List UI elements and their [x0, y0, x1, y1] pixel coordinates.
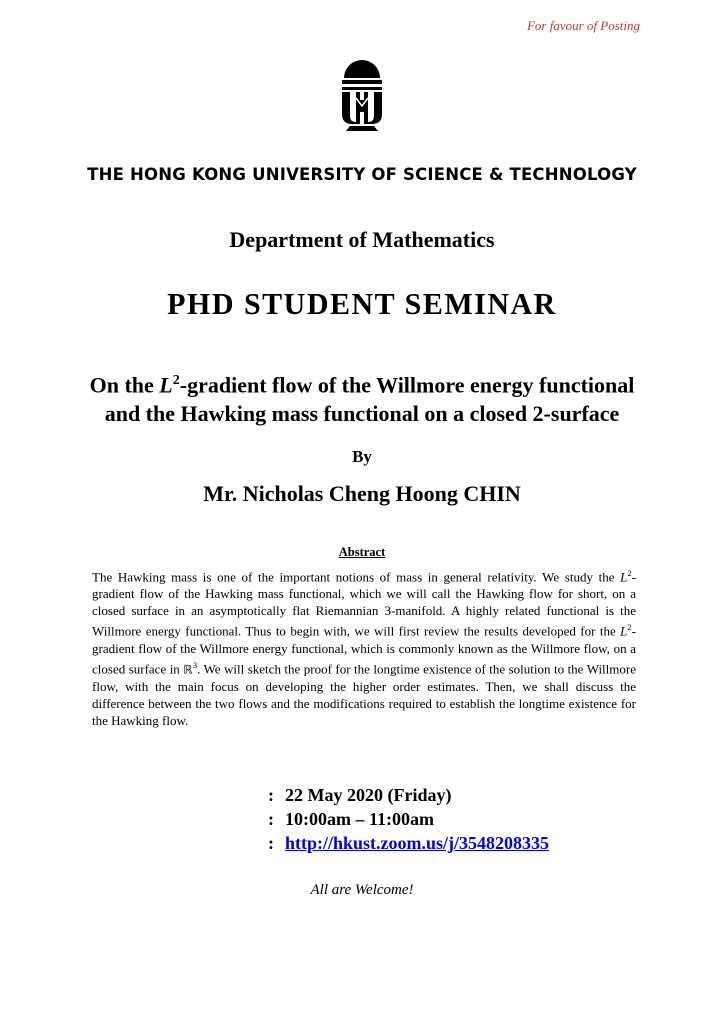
posting-note: For favour of Posting — [526, 18, 640, 33]
zoom-colon: : — [268, 833, 274, 853]
welcome-note: All are Welcome! — [310, 882, 414, 898]
university-name: THE HONG KONG UNIVERSITY OF SCIENCE & TECHNOLOGY — [87, 165, 637, 184]
title-line1-rest: -gradient flow of the Willmore energy functional — [179, 372, 635, 398]
speaker-name: Mr. Nicholas Cheng Hoong CHIN — [203, 481, 521, 506]
abstract-superscript-3: 3 — [192, 659, 198, 670]
abstract-superscript-1: 2 — [627, 568, 632, 578]
time-colon: : — [268, 809, 274, 829]
title-l-symbol: L — [159, 372, 173, 398]
abstract-superscript-2: 2 — [627, 622, 632, 633]
time-value: 10:00am – 11:00am — [285, 809, 434, 829]
abstract-part-1: The Hawking mass is one of the important notions of mass in general relativity. We study the — [92, 569, 621, 585]
seminar-type: PHD STUDENT SEMINAR — [167, 287, 557, 322]
zoom-meeting-link[interactable]: http://hkust.zoom.us/j/3548208335 — [285, 833, 550, 853]
department-name: Department of Mathematics — [229, 227, 495, 252]
abstract-text — [92, 565, 636, 729]
abstract-part-3: -gradient flow of the Willmore energy functional, which is commonly known as the Willmore flow, on a closed surface in — [92, 623, 636, 676]
abstract-l-symbol-1: L — [620, 569, 628, 585]
talk-title — [40, 366, 684, 428]
title-prefix: On the — [89, 372, 160, 398]
title-superscript: 2 — [172, 373, 180, 388]
date-value: 22 May 2020 (Friday) — [285, 785, 452, 805]
abstract-part-2: -gradient flow of the Hawking mass functional, which we will call the Hawking flow for short, on a closed surface in an asymptotically flat Riemannian 3-manifold. A highly related functional is the Willmore energy functional. Thus to begin with, we will first review the results developed for the — [92, 569, 636, 639]
abstract-part-4: . We will sketch the proof for the longtime existence of the solution to the Willmore flow, with the main focus on developing the higher order estimates. Then, we shall discuss the difference between the two flows and the modifications required to establish the longtime existence for the Hawking flow. — [92, 660, 636, 728]
abstract-heading: Abstract — [338, 545, 386, 559]
date-colon: : — [268, 785, 274, 805]
by-label: By — [352, 447, 372, 466]
abstract-l-symbol-2: L — [620, 623, 628, 639]
title-line2: and the Hawking mass functional on a closed 2-surface — [104, 401, 620, 427]
hkust-logo-icon — [336, 60, 388, 132]
real-numbers-symbol: ℝ — [183, 661, 193, 676]
